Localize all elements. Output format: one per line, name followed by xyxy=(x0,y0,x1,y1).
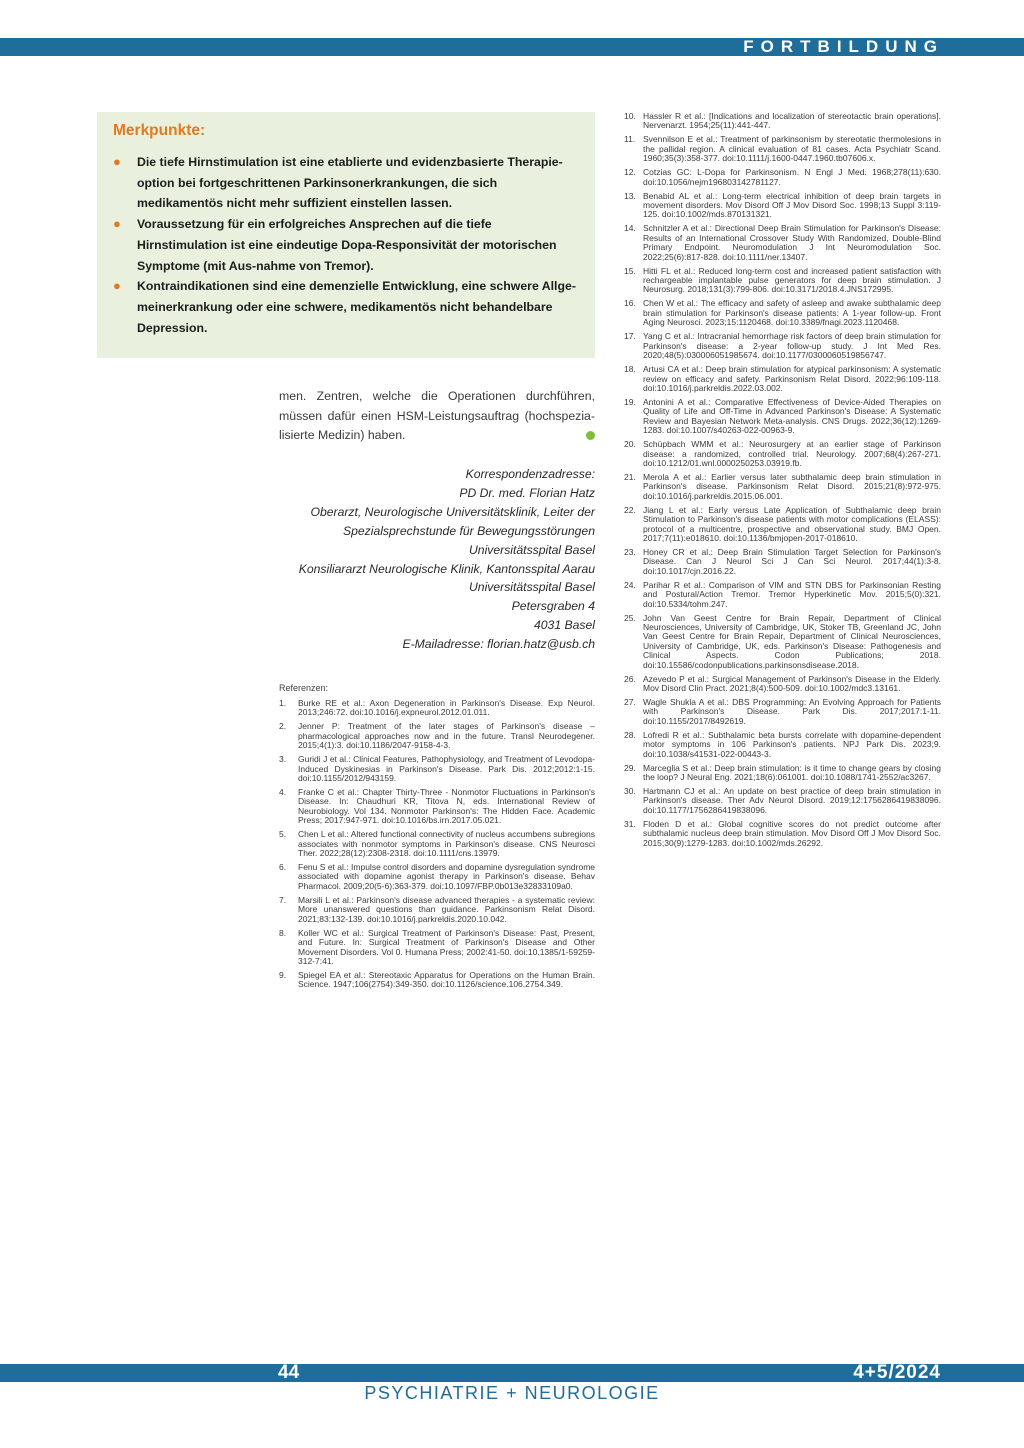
reference-text: Marceglia S et al.: Deep brain stimulation: is it time to change gears by closing the loop? J Neural Eng. 2021;18(6):061001. doi:10.1088/1741-2552/ac3267. xyxy=(643,762,941,783)
journal-name: PSYCHIATRIE + NEUROLOGIE xyxy=(364,1383,660,1403)
reference-number: 27. xyxy=(624,697,636,708)
references-heading: Referenzen: xyxy=(279,683,329,693)
reference-number: 15. xyxy=(624,265,636,276)
reference-text: John Van Geest Centre for Brain Repair, Department of Clinical Neurosciences, University of Cambridge, UK, Stoker TB, Greenland JC, John Van Geest Centre for Brain Repair, Department of Clinical Neurosciences, University of Cambridge, UK, eds. Parkinson's Disease: Pathogenesis and Clinical Aspects. Codon Publications; 2018. doi:10.15586/codonpublications.parkinsonsdisease.2018. xyxy=(643,612,941,670)
reference-number: 8. xyxy=(279,927,287,938)
reference-text: Parihar R et al.: Comparison of VIM and STN DBS for Parkinsonian Resting and Postural/Action Tremor. Tremor Hyperkinetic Mov. 2015;5(0):321. doi:10.5334/tohm.247. xyxy=(643,579,941,609)
key-point: ● Voraussetzung für ein erfolgreiches Ansprechen auf die tiefe Hirnstimulation ist eine eindeutige Dopa-Responsivität der motorischen Symptome (mit Aus-nahme von Tremor). xyxy=(113,216,557,273)
end-mark-icon xyxy=(586,431,595,440)
reference-text: Benabid AL et al.: Long-term electrical inhibition of deep brain targets in movement disorders. Mov Disord Off J Mov Disord Soc. 1998;13 Suppl 3:119-125. doi:10.1002/mds.870131321. xyxy=(643,190,941,220)
reference-item xyxy=(624,675,941,694)
key-points-title: Merkpunkte: xyxy=(113,122,206,139)
reference-number: 5. xyxy=(279,829,287,840)
reference-text: Yang C et al.: Intracranial hemorrhage risk factors of deep brain stimulation for Parkinson's disease: a 2-year follow-up study. J Int Med Res. 2020;48(5):030006051985674. doi:10.1177/0300060519856747. xyxy=(643,331,941,361)
reference-text: Floden D et al.: Global cognitive scores do not predict outcome after subthalamic nucleus deep brain stimulation. Mov Disord Off J Mov Disord Soc. 2015;30(9):1279-1283. doi:10.1002/mds.26292. xyxy=(643,818,941,848)
reference-text: Chen L et al.: Altered functional connectivity of nucleus accumbens subregions associates with nonmotor symptoms in Parkinson's disease. CNS Neurosci Ther. 2022;28(12):2308-2318. doi:10.1111/cns.13979. xyxy=(298,829,595,859)
reference-number: 29. xyxy=(624,762,636,773)
reference-item xyxy=(279,896,595,924)
body-text: men. Zentren, welche die Operationen durchführen, müssen dafür einen HSM-Leistungsauftrag (hochspezia-lisierte Medizin) haben. xyxy=(279,389,595,442)
reference-number: 18. xyxy=(624,364,636,375)
reference-item xyxy=(624,299,941,327)
reference-item xyxy=(624,581,941,609)
reference-item xyxy=(624,440,941,468)
reference-text: Hartmann CJ et al.: An update on best practice of deep brain stimulation in Parkinson's disease. Ther Adv Neurol Disord. 2019;12:1756286419838096. doi:10.1177/1756286419838096. xyxy=(643,786,941,815)
key-point: ● Kontraindikationen sind eine demenzielle Entwicklung, eine schwere Allge-meinerkrankung oder eine schwere, medikamentös nicht behandelbare Depression. xyxy=(113,278,576,335)
reference-text: Guridi J et al.: Clinical Features, Pathophysiology, and Treatment of Levodopa-Induced Dyskinesias in Parkinson's Disease. Park Dis. 2012;2012:1-15. doi:10.1155/2012/943159. xyxy=(298,754,595,784)
reference-item xyxy=(624,112,941,131)
reference-item xyxy=(279,722,595,750)
reference-number: 11. xyxy=(624,134,636,145)
email-line: E-Mailadresse: florian.hatz@usb.ch xyxy=(402,637,595,652)
issue-number: 4+5/2024 xyxy=(853,1362,941,1383)
reference-number: 30. xyxy=(624,786,636,797)
key-points-list xyxy=(113,152,579,338)
reference-text: Schnitzler A et al.: Directional Deep Brain Stimulation for Parkinson's Disease: Results of an International Crossover Study With Randomized, Double-Blind Primary Endpoint. Neuromodulation J Int Neuromodulation Soc. 2022;25(6):817-828. doi:10.1111/ner.13407. xyxy=(643,223,941,262)
reference-number: 7. xyxy=(279,894,287,905)
address-line: Konsiliararzt Neurologische Klinik, Kantonsspital Aarau xyxy=(298,561,595,576)
reference-item xyxy=(624,135,941,163)
references-list-right xyxy=(624,112,941,853)
reference-item xyxy=(624,820,941,848)
reference-number: 24. xyxy=(624,579,636,590)
bullet-icon: ● xyxy=(113,278,121,294)
reference-number: 4. xyxy=(279,787,287,798)
correspondence-address xyxy=(279,465,595,654)
address-line: Spezialsprechstunde für Bewegungsstörungen xyxy=(342,523,595,538)
reference-number: 10. xyxy=(624,111,636,121)
address-line: Oberarzt, Neurologische Universitätsklinik, Leiter der xyxy=(310,504,595,519)
reference-number: 13. xyxy=(624,190,636,201)
bullet-icon: ● xyxy=(113,216,121,232)
key-points-box xyxy=(97,112,595,358)
references-list-left xyxy=(279,699,595,994)
reference-item xyxy=(624,168,941,187)
reference-number: 28. xyxy=(624,729,636,740)
reference-number: 20. xyxy=(624,439,636,450)
reference-item xyxy=(624,398,941,436)
reference-item xyxy=(624,614,941,670)
body-paragraph xyxy=(279,387,595,446)
reference-item xyxy=(624,267,941,295)
reference-text: Burke RE et al.: Axon Degeneration in Parkinson's Disease. Exp Neurol. 2013;246:72. doi:10.1016/j.expneurol.2012.01.011. xyxy=(298,698,595,718)
reference-item xyxy=(279,755,595,783)
reference-item xyxy=(624,787,941,815)
reference-number: 19. xyxy=(624,396,636,407)
reference-number: 31. xyxy=(624,818,636,829)
reference-item xyxy=(624,192,941,220)
address-line: PD Dr. med. Florian Hatz xyxy=(459,485,595,500)
reference-item xyxy=(624,365,941,393)
reference-text: Lofredi R et al.: Subthalamic beta bursts correlate with dopamine-dependent motor symptoms in 106 Parkinson's patients. NPJ Park Dis. 2023;9. doi:10.1038/s41531-022-00443-3. xyxy=(643,729,941,759)
reference-text: Cotzias GC: L-Dopa for Parkinsonism. N Engl J Med. 1968;278(11):630. doi:10.1056/nejm196803142781127. xyxy=(643,167,941,187)
reference-text: Hitti FL et al.: Reduced long-term cost and increased patient satisfaction with rechargeable implantable pulse generators for deep brain stimulation. J Neurosurg. 2018;131(3):799-806. doi:10.3171/2018.4.JNS172995. xyxy=(643,265,941,295)
reference-text: Jiang L et al.: Early versus Late Application of Subthalamic deep brain Stimulation to Parkinson's disease patients with motor complications (ELASS): protocol of a multicentre, prospective and observational study. BMJ Open. 2017;7(11):e018610. doi:10.1136/bmjopen-2017-018610. xyxy=(643,504,941,543)
reference-text: Franke C et al.: Chapter Thirty-Three - Nonmotor Fluctuations in Parkinson's Disease. In: Chaudhuri KR, Titova N, eds. International Review of Neurobiology. Vol 134. Nonmotor Parkinson's: The Hidden Face. Academic Press; 2017:947-971. doi:10.1016/bs.irn.2017.05.021. xyxy=(298,787,595,826)
reference-item xyxy=(624,731,941,759)
reference-text: Antonini A et al.: Comparative Effectiveness of Device-Aided Therapies on Quality of Life and Off-Time in Advanced Parkinson's Disease: A Systematic Review and Bayesian Network Meta-analysis. CNS Drugs. 2022;36(12):1269-1283. doi:10.1007/s40263-022-00963-9. xyxy=(643,396,941,436)
reference-item xyxy=(624,332,941,360)
reference-text: Artusi CA et al.: Deep brain stimulation for atypical parkinsonism: A systematic review on efficacy and safety. Parkinsonism Relat Disord. 2022;96:109-118. doi:10.1016/j.parkreldis.2022.03.002. xyxy=(643,364,941,393)
reference-item xyxy=(624,506,941,544)
reference-number: 17. xyxy=(624,331,636,342)
reference-text: Spiegel EA et al.: Stereotaxic Apparatus for Operations on the Human Brain. Science. 1947;106(2754):349-350. doi:10.1126/science.106.2754.349. xyxy=(298,969,595,990)
reference-item xyxy=(624,698,941,726)
reference-number: 9. xyxy=(279,969,287,980)
reference-text: Hassler R et al.: [Indications and localization of stereotactic brain operations]. Nervenarzt. 1954;25(11):441-447. xyxy=(643,111,941,131)
reference-text: Jenner P: Treatment of the later stages of Parkinson's disease – pharmacological approaches now and in the future. Transl Neurodegener. 2015;4(1):3. doi:10.1186/2047-9158-4-3. xyxy=(298,721,595,751)
reference-number: 1. xyxy=(279,698,287,708)
reference-text: Koller WC et al.: Surgical Treatment of Parkinson's Disease: Past, Present, and Future. In: Surgical Treatment of Parkinson's Disease and Other Movement Disorders. Vol 0. Humana Press; 2002:41-50. doi:10.1385/1-59259-312-7:41. xyxy=(298,927,595,966)
reference-item xyxy=(279,699,595,718)
reference-number: 12. xyxy=(624,167,636,178)
page-number: 44 xyxy=(278,1362,300,1383)
reference-text: Honey CR et al.: Deep Brain Stimulation Target Selection for Parkinson's Disease. Can J Neurol Sci J Can Sci Neurol. 2017;44(1):3-8. doi:10.1017/cjn.2016.22. xyxy=(643,546,941,576)
reference-text: Azevedo P et al.: Surgical Management of Parkinson's Disease in the Elderly. Mov Disord Clin Pract. 2021;8(4):500-509. doi:10.1002/mdc3.13161. xyxy=(643,673,941,694)
address-line: 4031 Basel xyxy=(534,618,595,633)
key-point: ● Die tiefe Hirnstimulation ist eine etablierte und evidenzbasierte Therapie-option bei fortgeschrittenen Parkinsonerkrankungen, die sich medikamentös nicht mehr suffizient einstellen lassen. xyxy=(113,154,563,211)
reference-text: Schüpbach WMM et al.: Neurosurgery at an earlier stage of Parkinson disease: a randomized, controlled trial. Neurology. 2007;68(4):267-271. doi:10.1212/01.wnl.0000250253.03919.fb. xyxy=(643,439,941,468)
reference-number: 6. xyxy=(279,862,287,873)
reference-number: 2. xyxy=(279,721,287,732)
reference-item xyxy=(624,764,941,783)
reference-text: Marsili L et al.: Parkinson's disease advanced therapies - a systematic review: More unanswered questions than guidance. Parkinsonism Relat Disord. 2021;83:132-139. doi:10.1016/j.parkreldis.2020.10.042. xyxy=(298,894,595,924)
reference-number: 3. xyxy=(279,754,287,765)
address-line: Universitätsspital Basel xyxy=(469,580,595,595)
bullet-icon: ● xyxy=(113,154,121,169)
reference-item xyxy=(279,788,595,826)
reference-number: 22. xyxy=(624,504,636,515)
reference-item xyxy=(279,929,595,967)
address-line: Korrespondenzadresse: xyxy=(465,467,595,481)
reference-text: Fenu S et al.: Impulse control disorders and dopamine dysregulation syndrome associated with dopamine agonist therapy in Parkinson's disease. Behav Pharmacol. 2009;20(5-6):363-379. doi:10.1097/FBP.0b013e32833109a0. xyxy=(298,862,595,891)
reference-text: Merola A et al.: Earlier versus later subthalamic deep brain stimulation in Parkinson's disease. Parkinsonism Relat Disord. 2015;21(8):972-975. doi:10.1016/j.parkreldis.2015.06.001. xyxy=(643,471,941,501)
address-line: Petersgraben 4 xyxy=(511,599,595,614)
reference-item xyxy=(279,830,595,858)
reference-number: 26. xyxy=(624,673,636,684)
section-label: FORTBILDUNG xyxy=(743,37,944,56)
reference-text: Wagle Shukla A et al.: DBS Programming: An Evolving Approach for Patients with Parkinson's Disease. Park Dis. 2017;2017:1-11. doi:10.1155/2017/8492619. xyxy=(643,697,941,726)
reference-text: Chen W et al.: The efficacy and safety of asleep and awake subthalamic deep brain stimulation for Parkinson's disease patients: A 1-year follow-up. Front Aging Neurosci. 2023;15:1120468. doi:10.3389/fnagi.2023.1120468. xyxy=(643,298,941,328)
reference-number: 14. xyxy=(624,223,636,234)
reference-number: 23. xyxy=(624,546,636,557)
reference-item xyxy=(624,224,941,262)
address-line: Universitätsspital Basel xyxy=(469,542,595,557)
reference-number: 21. xyxy=(624,471,636,482)
reference-item xyxy=(624,548,941,576)
reference-item xyxy=(279,863,595,891)
reference-item xyxy=(624,473,941,501)
reference-text: Svennilson E et al.: Treatment of parkinsonism by stereotatic thermolesions in the pallidal region. A clinical evaluation of 81 cases. Acta Psychiatr Scand. 1960;35(3):358-377. doi:10.1111/j.1600-0447.1960.tb07606.x. xyxy=(643,134,941,164)
reference-number: 16. xyxy=(624,298,636,309)
reference-number: 25. xyxy=(624,612,636,623)
reference-item xyxy=(279,971,595,990)
